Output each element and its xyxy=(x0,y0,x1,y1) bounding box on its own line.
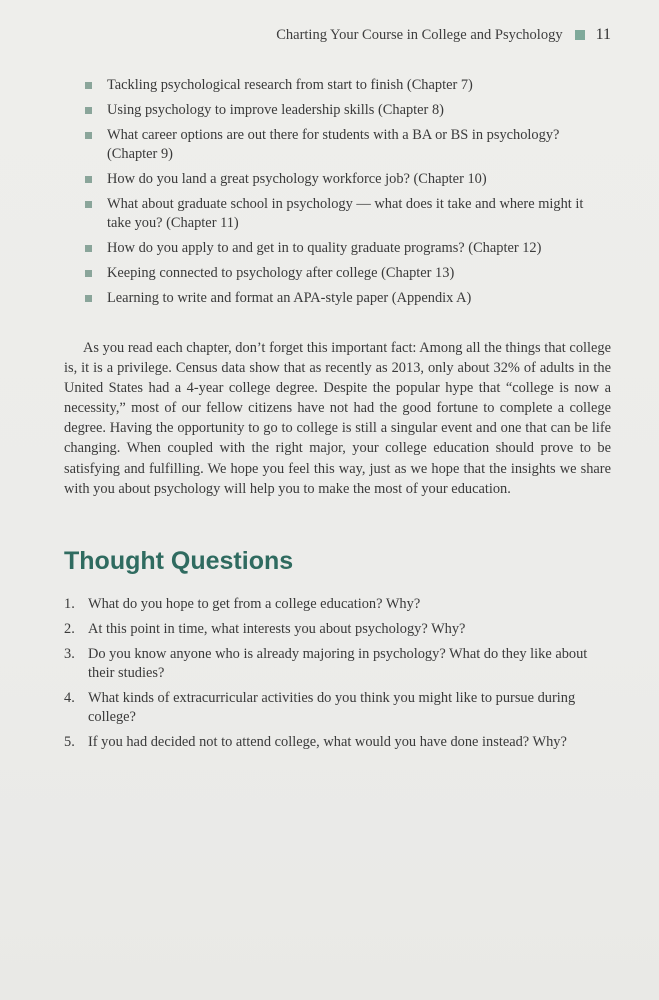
bullet-square-icon xyxy=(85,270,92,277)
bullet-text: What career options are out there for students with a BA or BS in psychology? (Chapter 9) xyxy=(107,127,560,162)
bullet-square-icon xyxy=(85,295,92,302)
question-number: 1. xyxy=(64,596,75,612)
list-item xyxy=(84,195,584,233)
bullet-text: Learning to write and format an APA-style paper (Appendix A) xyxy=(107,290,472,306)
list-item xyxy=(84,239,584,258)
list-item xyxy=(84,126,584,164)
question-text: What do you hope to get from a college education? Why? xyxy=(88,596,421,612)
list-item xyxy=(84,76,584,95)
list-item xyxy=(84,101,584,120)
bullet-square-icon xyxy=(85,176,92,183)
list-item xyxy=(84,170,584,189)
bullet-text: Keeping connected to psychology after college (Chapter 13) xyxy=(107,265,455,281)
bullet-text: How do you land a great psychology workforce job? (Chapter 10) xyxy=(107,171,487,187)
list-item xyxy=(84,289,584,308)
question-item xyxy=(64,595,614,614)
question-text: If you had decided not to attend college, what would you have done instead? Why? xyxy=(88,734,567,750)
bullet-square-icon xyxy=(85,107,92,114)
bullet-text: How do you apply to and get in to quality graduate programs? (Chapter 12) xyxy=(107,240,542,256)
body-paragraph: As you read each chapter, don’t forget this important fact: Among all the things that college is, it is a privilege. Census data show that as recently as 2013, only about 32% of adults in the United States had a 4-year college degree. Despite the popular hype that “college is now a necessity,” most of our fellow citizens have not had the good fortune to complete a college degree. Having the opportunity to go to college is still a singular event and one that can be life changing. When coupled with the right major, your college education should prove to be satisfying and fulfilling. We hope you feel this way, just as we hope that the insights we share with you about psychology will help you to make the most of your education. xyxy=(64,340,611,497)
question-number: 4. xyxy=(64,690,75,706)
bullet-square-icon xyxy=(85,82,92,89)
question-text: What kinds of extracurricular activities do you think you might like to pursue during college? xyxy=(88,690,576,725)
bullet-square-icon xyxy=(85,245,92,252)
question-item xyxy=(64,733,614,752)
running-title: Charting Your Course in College and Psychology xyxy=(276,26,563,43)
question-number: 3. xyxy=(64,646,75,662)
question-text: Do you know anyone who is already majoring in psychology? What do they like about their studies? xyxy=(88,646,588,681)
section-heading: Thought Questions xyxy=(64,547,294,575)
bullet-text: What about graduate school in psychology — what does it take and where might it take you? (Chapter 11) xyxy=(107,196,584,231)
chapter-bullet-list xyxy=(84,76,584,314)
question-item xyxy=(64,689,614,727)
bullet-text: Using psychology to improve leadership skills (Chapter 8) xyxy=(107,102,444,118)
header-square-icon xyxy=(575,30,585,40)
question-number: 2. xyxy=(64,621,75,637)
page-number: 11 xyxy=(595,26,611,43)
running-header xyxy=(276,26,611,44)
bullet-square-icon xyxy=(85,132,92,139)
bullet-text: Tackling psychological research from start to finish (Chapter 7) xyxy=(107,77,473,93)
question-number: 5. xyxy=(64,734,75,750)
question-item xyxy=(64,620,614,639)
thought-questions-list xyxy=(64,595,614,758)
bullet-square-icon xyxy=(85,201,92,208)
list-item xyxy=(84,264,584,283)
question-item xyxy=(64,645,614,683)
question-text: At this point in time, what interests you about psychology? Why? xyxy=(88,621,466,637)
